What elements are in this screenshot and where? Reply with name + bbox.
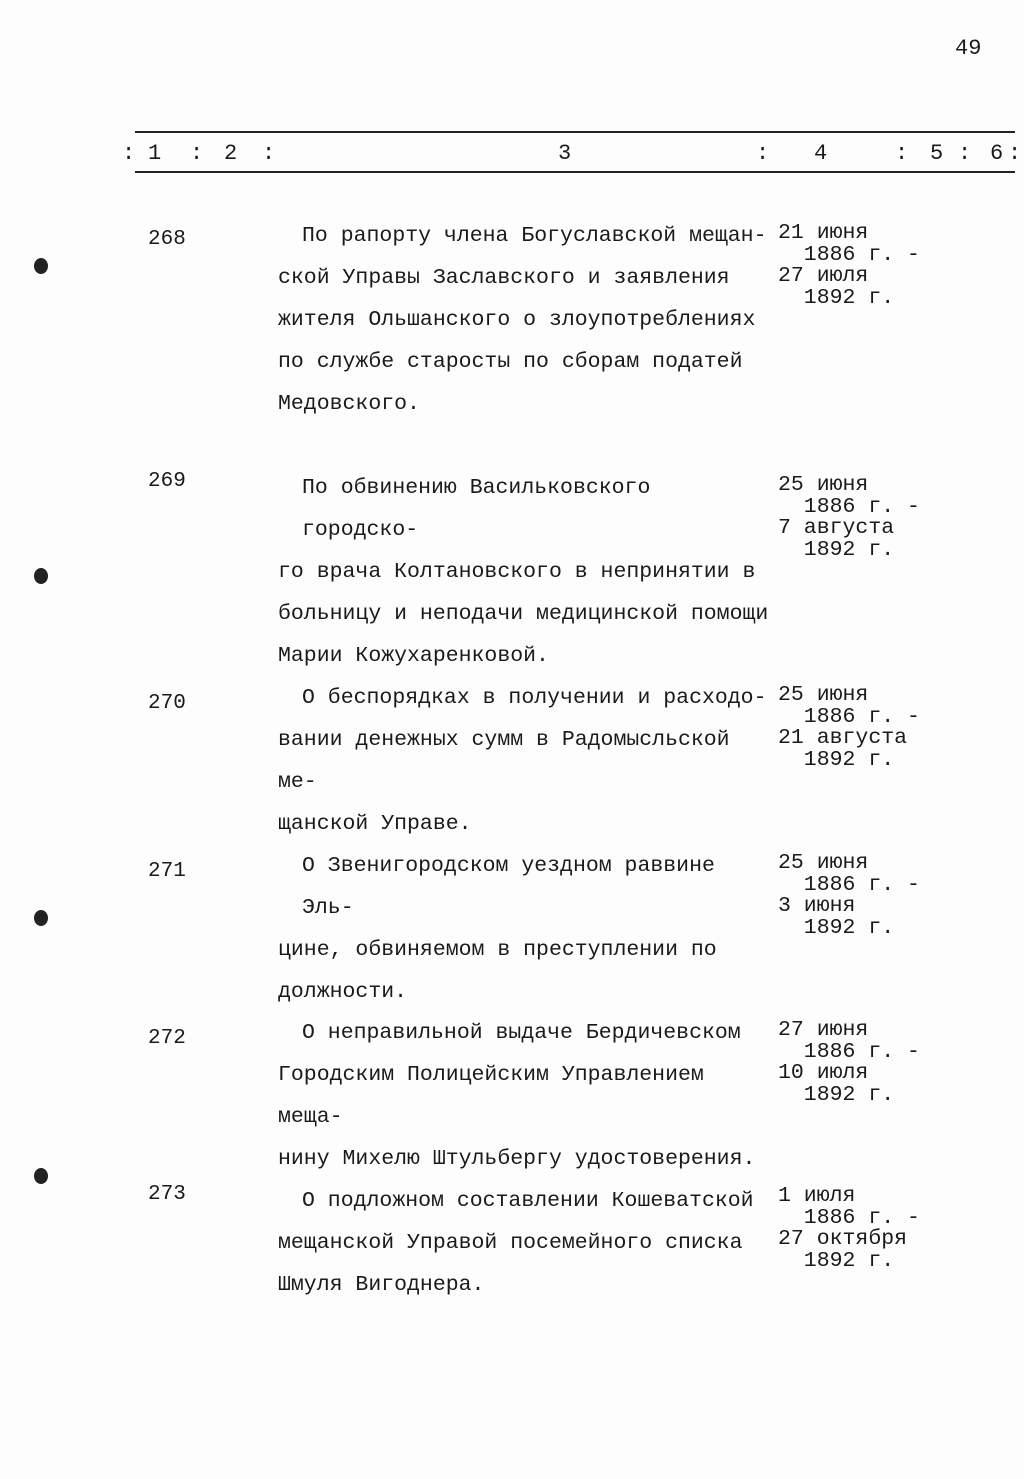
header-bottom-rule: [135, 171, 1015, 173]
description-line: О подложном составлении Кошеватской: [302, 1189, 754, 1213]
date-line: 1892 г.: [778, 915, 895, 940]
date-line: 21 июня: [778, 221, 869, 245]
entry-number: 269: [148, 470, 186, 493]
entry-dates: [778, 223, 920, 309]
date-line: 1886 г. -: [778, 872, 920, 897]
date-line: 1886 г. -: [778, 1205, 920, 1230]
description-line: По рапорту члена Богуславской мещан-: [302, 224, 767, 248]
entry-description: [278, 467, 778, 677]
date-line: 1892 г.: [778, 537, 895, 562]
date-line: 1886 г. -: [778, 704, 920, 729]
date-line: 7 августа: [778, 516, 895, 540]
entry-dates: [778, 1186, 920, 1272]
header-top-rule: [135, 131, 1015, 133]
description-line: цине, обвиняемом в преступлении по: [278, 938, 717, 962]
description-line: го врача Колтановского в непринятии в: [278, 560, 756, 584]
description-line: По обвинению Васильковского городско-: [302, 476, 651, 542]
description-line: ской Управы Заславского и заявления: [278, 266, 730, 290]
entry-number: 270: [148, 692, 186, 715]
date-line: 25 июня: [778, 473, 869, 497]
punch-hole-mark: [34, 568, 48, 584]
date-line: 3 июня: [778, 894, 856, 918]
entry-number: 271: [148, 860, 186, 883]
entry-description: [278, 1180, 778, 1306]
punch-hole-mark: [34, 910, 48, 926]
description-line: О неправильной выдаче Бердичевском: [302, 1021, 741, 1045]
description-line: жителя Ольшанского о злоупотреблениях: [278, 308, 756, 332]
description-line: по службе старосты по сборам податей: [278, 350, 743, 374]
date-line: 10 июля: [778, 1061, 869, 1085]
date-line: 21 августа: [778, 726, 908, 750]
date-line: 25 июня: [778, 851, 869, 875]
date-line: 27 июля: [778, 264, 869, 288]
entry-dates: [778, 853, 920, 939]
date-line: 1886 г. -: [778, 242, 920, 267]
entry-number: 273: [148, 1183, 186, 1206]
date-line: 1892 г.: [778, 1248, 895, 1273]
entry-dates: [778, 685, 920, 771]
date-line: 25 июня: [778, 683, 869, 707]
description-line: мещанской Управой посемейного списка: [278, 1231, 743, 1255]
entry-description: [278, 845, 778, 1013]
page-number: 49: [955, 36, 982, 61]
description-line: должности.: [278, 980, 408, 1004]
description-line: Марии Кожухаренковой.: [278, 644, 549, 668]
description-line: Городским Полицейским Управлением меща-: [278, 1063, 704, 1129]
col-header-6: 6: [990, 141, 1004, 166]
col-header-5: 5: [930, 141, 944, 166]
date-line: 27 июня: [778, 1018, 869, 1042]
entry-dates: [778, 475, 920, 561]
entry-number: 268: [148, 228, 186, 251]
description-line: вании денежных сумм в Радомысльской ме-: [278, 728, 730, 794]
document-page: 49 : 1 : 2 : 3 : 4 : 5 : 6 : 268 По рапорту члена Богуславской мещан- ской Управы Заславского и заявления жителя Ольшанского о злоупотреблениях по службе старосты по сборам податей Медовского. 21 июня 1886 г. - 27 июля 1892 г. 269 По обвинению Васильковского городско- го врача Колтановского в непринятии в больницу и неподачи медицинской помощи Марии Кожухаренковой. 25 июня 1886 г. - 7 августа 1892 г. 270 О беспорядках в получении и расходо- вании денежных сумм в Радомысльской ме- щанской Управе. 25 июня 1886 г. - 21 августа 1892 г. 271 О Звенигородском уездном раввине Эль- цине, обвиняемом в преступлении по должности. 25 июня 1886 г. - 3 июня 1892 г. 272 О неправильной выдаче Бердичевском Городским Полицейским Управлением меща- нину Михелю Штульбергу удостоверения. 27 июня 1886 г. - 10 июля 1892 г. 273 О подложном составлении Кошеватской мещанской Управой посемейного списка Шмуля Вигоднера. 1 июля 1886 г. - 27 октября 1892 г.: [0, 0, 1024, 1479]
entry-dates: [778, 1020, 920, 1106]
date-line: 1892 г.: [778, 1082, 895, 1107]
date-line: 1892 г.: [778, 285, 895, 310]
entry-number: 272: [148, 1027, 186, 1050]
entry-description: [278, 1012, 778, 1180]
entry-description: [278, 215, 778, 425]
description-line: О беспорядках в получении и расходо-: [302, 686, 767, 710]
punch-hole-mark: [34, 258, 48, 274]
description-line: щанской Управе.: [278, 812, 472, 836]
col-header-1: 1: [148, 141, 162, 166]
date-line: 1886 г. -: [778, 494, 920, 519]
description-line: О Звенигородском уездном раввине Эль-: [302, 854, 715, 920]
col-header-2: 2: [224, 141, 238, 166]
date-line: 1 июля: [778, 1184, 856, 1208]
description-line: Шмуля Вигоднера.: [278, 1273, 485, 1297]
date-line: 1892 г.: [778, 747, 895, 772]
description-line: Медовского.: [278, 392, 420, 416]
punch-hole-mark: [34, 1168, 48, 1184]
entry-description: [278, 677, 778, 845]
col-header-4: 4: [814, 141, 828, 166]
date-line: 27 октября: [778, 1227, 908, 1251]
col-header-3: 3: [558, 141, 572, 166]
description-line: больницу и неподачи медицинской помощи: [278, 602, 769, 626]
date-line: 1886 г. -: [778, 1039, 920, 1064]
description-line: нину Михелю Штульбергу удостоверения.: [278, 1147, 756, 1171]
